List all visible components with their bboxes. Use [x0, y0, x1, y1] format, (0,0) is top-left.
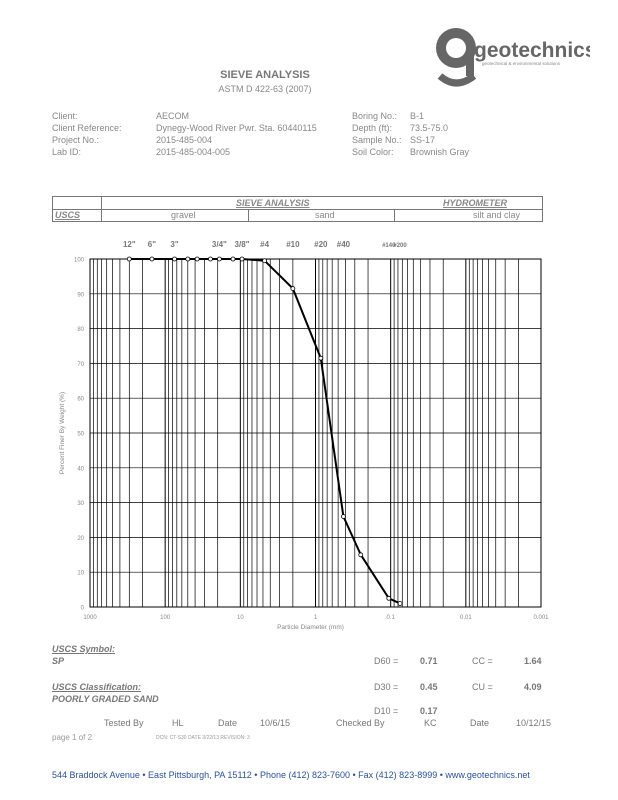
gradation-curve	[129, 259, 400, 604]
d60-label: D60 =	[374, 656, 399, 666]
y-tick-label: 60	[77, 396, 84, 403]
sieve-size-label: #200	[393, 243, 407, 249]
y-tick-label: 20	[77, 535, 84, 542]
lab-id-value: 2015-485-004-005	[156, 147, 231, 157]
uscs-classification-label: USCS Classification:	[52, 682, 142, 692]
data-point	[359, 553, 363, 557]
sieve-size-label: 3/4"	[211, 240, 227, 249]
document-control-info: DCN: CT-S30 DATE 3/22/13 REVISION: 3	[156, 735, 250, 741]
x-tick-label: 0.1	[386, 615, 395, 621]
data-point	[150, 257, 154, 261]
date-value-1: 10/6/15	[260, 718, 291, 728]
uscs-classification-value: POORLY GRADED SAND	[52, 694, 159, 704]
logo-text: geotechnics	[474, 39, 590, 62]
x-axis-label: Particle Diameter (mm)	[277, 624, 344, 631]
project-no-label: Project No.:	[52, 135, 100, 145]
y-tick-label: 50	[77, 431, 84, 438]
sieve-size-label: 3/8"	[234, 240, 250, 249]
sieve-analysis-header: SIEVE ANALYSIS	[236, 198, 310, 208]
data-point	[208, 257, 212, 261]
boring-no-label: Boring No.:	[352, 111, 398, 121]
uscs-header: USCS	[55, 210, 81, 220]
page-title: SIEVE ANALYSIS	[220, 69, 310, 81]
x-tick-label: 0.001	[533, 615, 549, 621]
cu-label: CU =	[472, 682, 493, 692]
standard-label: ASTM D 422-63 (2007)	[218, 84, 312, 94]
data-point	[263, 259, 267, 263]
d10-value: 0.17	[420, 706, 438, 716]
y-tick-label: 80	[77, 327, 84, 334]
client-value: AECOM	[156, 111, 190, 121]
data-point	[341, 515, 345, 519]
tested-by-value: HL	[172, 718, 184, 728]
classification-header-table	[52, 196, 543, 222]
data-point	[217, 257, 221, 261]
company-footer: 544 Braddock Avenue • East Pittsburgh, PA 15112 • Phone (412) 823-7600 • Fax (412) 823-8999 • www.geotechnics.net	[52, 770, 530, 780]
date-value-2: 10/12/15	[516, 718, 552, 728]
grain-size-chart	[0, 230, 618, 640]
sample-no-value: SS-17	[410, 135, 436, 145]
cc-label: CC =	[472, 656, 493, 666]
cu-value: 4.09	[524, 682, 542, 692]
cc-value: 1.64	[524, 656, 542, 666]
d60-value: 0.71	[420, 656, 438, 666]
sieve-size-label: 12"	[122, 240, 136, 249]
sand-label: sand	[315, 210, 335, 220]
checked-by-label: Checked By	[336, 718, 385, 728]
boring-no-value: B-1	[410, 111, 425, 121]
data-point	[186, 257, 190, 261]
y-axis-label: Percent Finer By Weight (%)	[59, 391, 66, 475]
x-tick-label: 100	[160, 615, 171, 621]
sieve-size-label: #4	[260, 240, 270, 249]
data-point	[398, 602, 402, 606]
sieve-size-label: 3"	[170, 240, 179, 249]
client-label: Client:	[52, 111, 78, 121]
data-point	[291, 287, 295, 291]
x-tick-label: 1	[313, 615, 318, 621]
sieve-size-label: #40	[336, 240, 351, 249]
depth-label: Depth (ft):	[352, 123, 393, 133]
data-point	[195, 257, 199, 261]
logo-tagline: geotechnical & environmental solutions	[482, 61, 561, 66]
x-tick-label: 1000	[83, 615, 97, 621]
y-tick-label: 0	[80, 605, 84, 612]
data-point	[387, 596, 391, 600]
y-tick-label: 70	[77, 361, 84, 368]
data-point	[240, 257, 244, 261]
y-tick-label: 90	[77, 292, 84, 299]
depth-value: 73.5-75.0	[410, 123, 449, 133]
x-tick-label: 0.01	[459, 615, 472, 621]
sample-no-label: Sample No.:	[352, 135, 402, 145]
hydrometer-header: HYDROMETER	[443, 198, 508, 208]
soil-color-value: Brownish Gray	[410, 147, 470, 157]
project-no-value: 2015-485-004	[156, 135, 213, 145]
date-label-1: Date	[218, 718, 238, 728]
geotechnics-logo	[430, 24, 590, 92]
data-point	[127, 257, 131, 261]
gravel-label: gravel	[171, 210, 196, 220]
sieve-size-label: #140	[382, 243, 396, 249]
data-point	[319, 356, 323, 360]
sieve-size-label: #20	[314, 240, 328, 249]
uscs-symbol-value: SP	[52, 656, 65, 666]
d10-label: D10 =	[374, 706, 399, 716]
soil-color-label: Soil Color:	[352, 147, 394, 157]
tested-by-label: Tested By	[104, 718, 144, 728]
page-number: page 1 of 2	[52, 733, 93, 742]
client-reference-label: Client Reference:	[52, 123, 122, 133]
y-tick-label: 40	[77, 466, 84, 473]
d30-value: 0.45	[420, 682, 438, 692]
data-point	[231, 257, 235, 261]
y-tick-label: 30	[77, 501, 84, 508]
lab-id-label: Lab ID:	[52, 147, 82, 157]
sieve-size-label: #10	[286, 240, 300, 249]
y-tick-label: 100	[73, 257, 84, 264]
date-label-2: Date	[470, 718, 490, 728]
sieve-size-label: 6"	[147, 240, 157, 249]
x-tick-label: 10	[236, 615, 244, 621]
y-tick-label: 10	[77, 570, 84, 577]
uscs-symbol-label: USCS Symbol:	[52, 644, 116, 654]
client-reference-value: Dynegy-Wood River Pwr. Sta. 60440115	[156, 123, 317, 133]
checked-by-value: KC	[424, 718, 437, 728]
d30-label: D30 =	[374, 682, 399, 692]
data-point	[173, 257, 177, 261]
silt-clay-label: silt and clay	[473, 210, 521, 220]
